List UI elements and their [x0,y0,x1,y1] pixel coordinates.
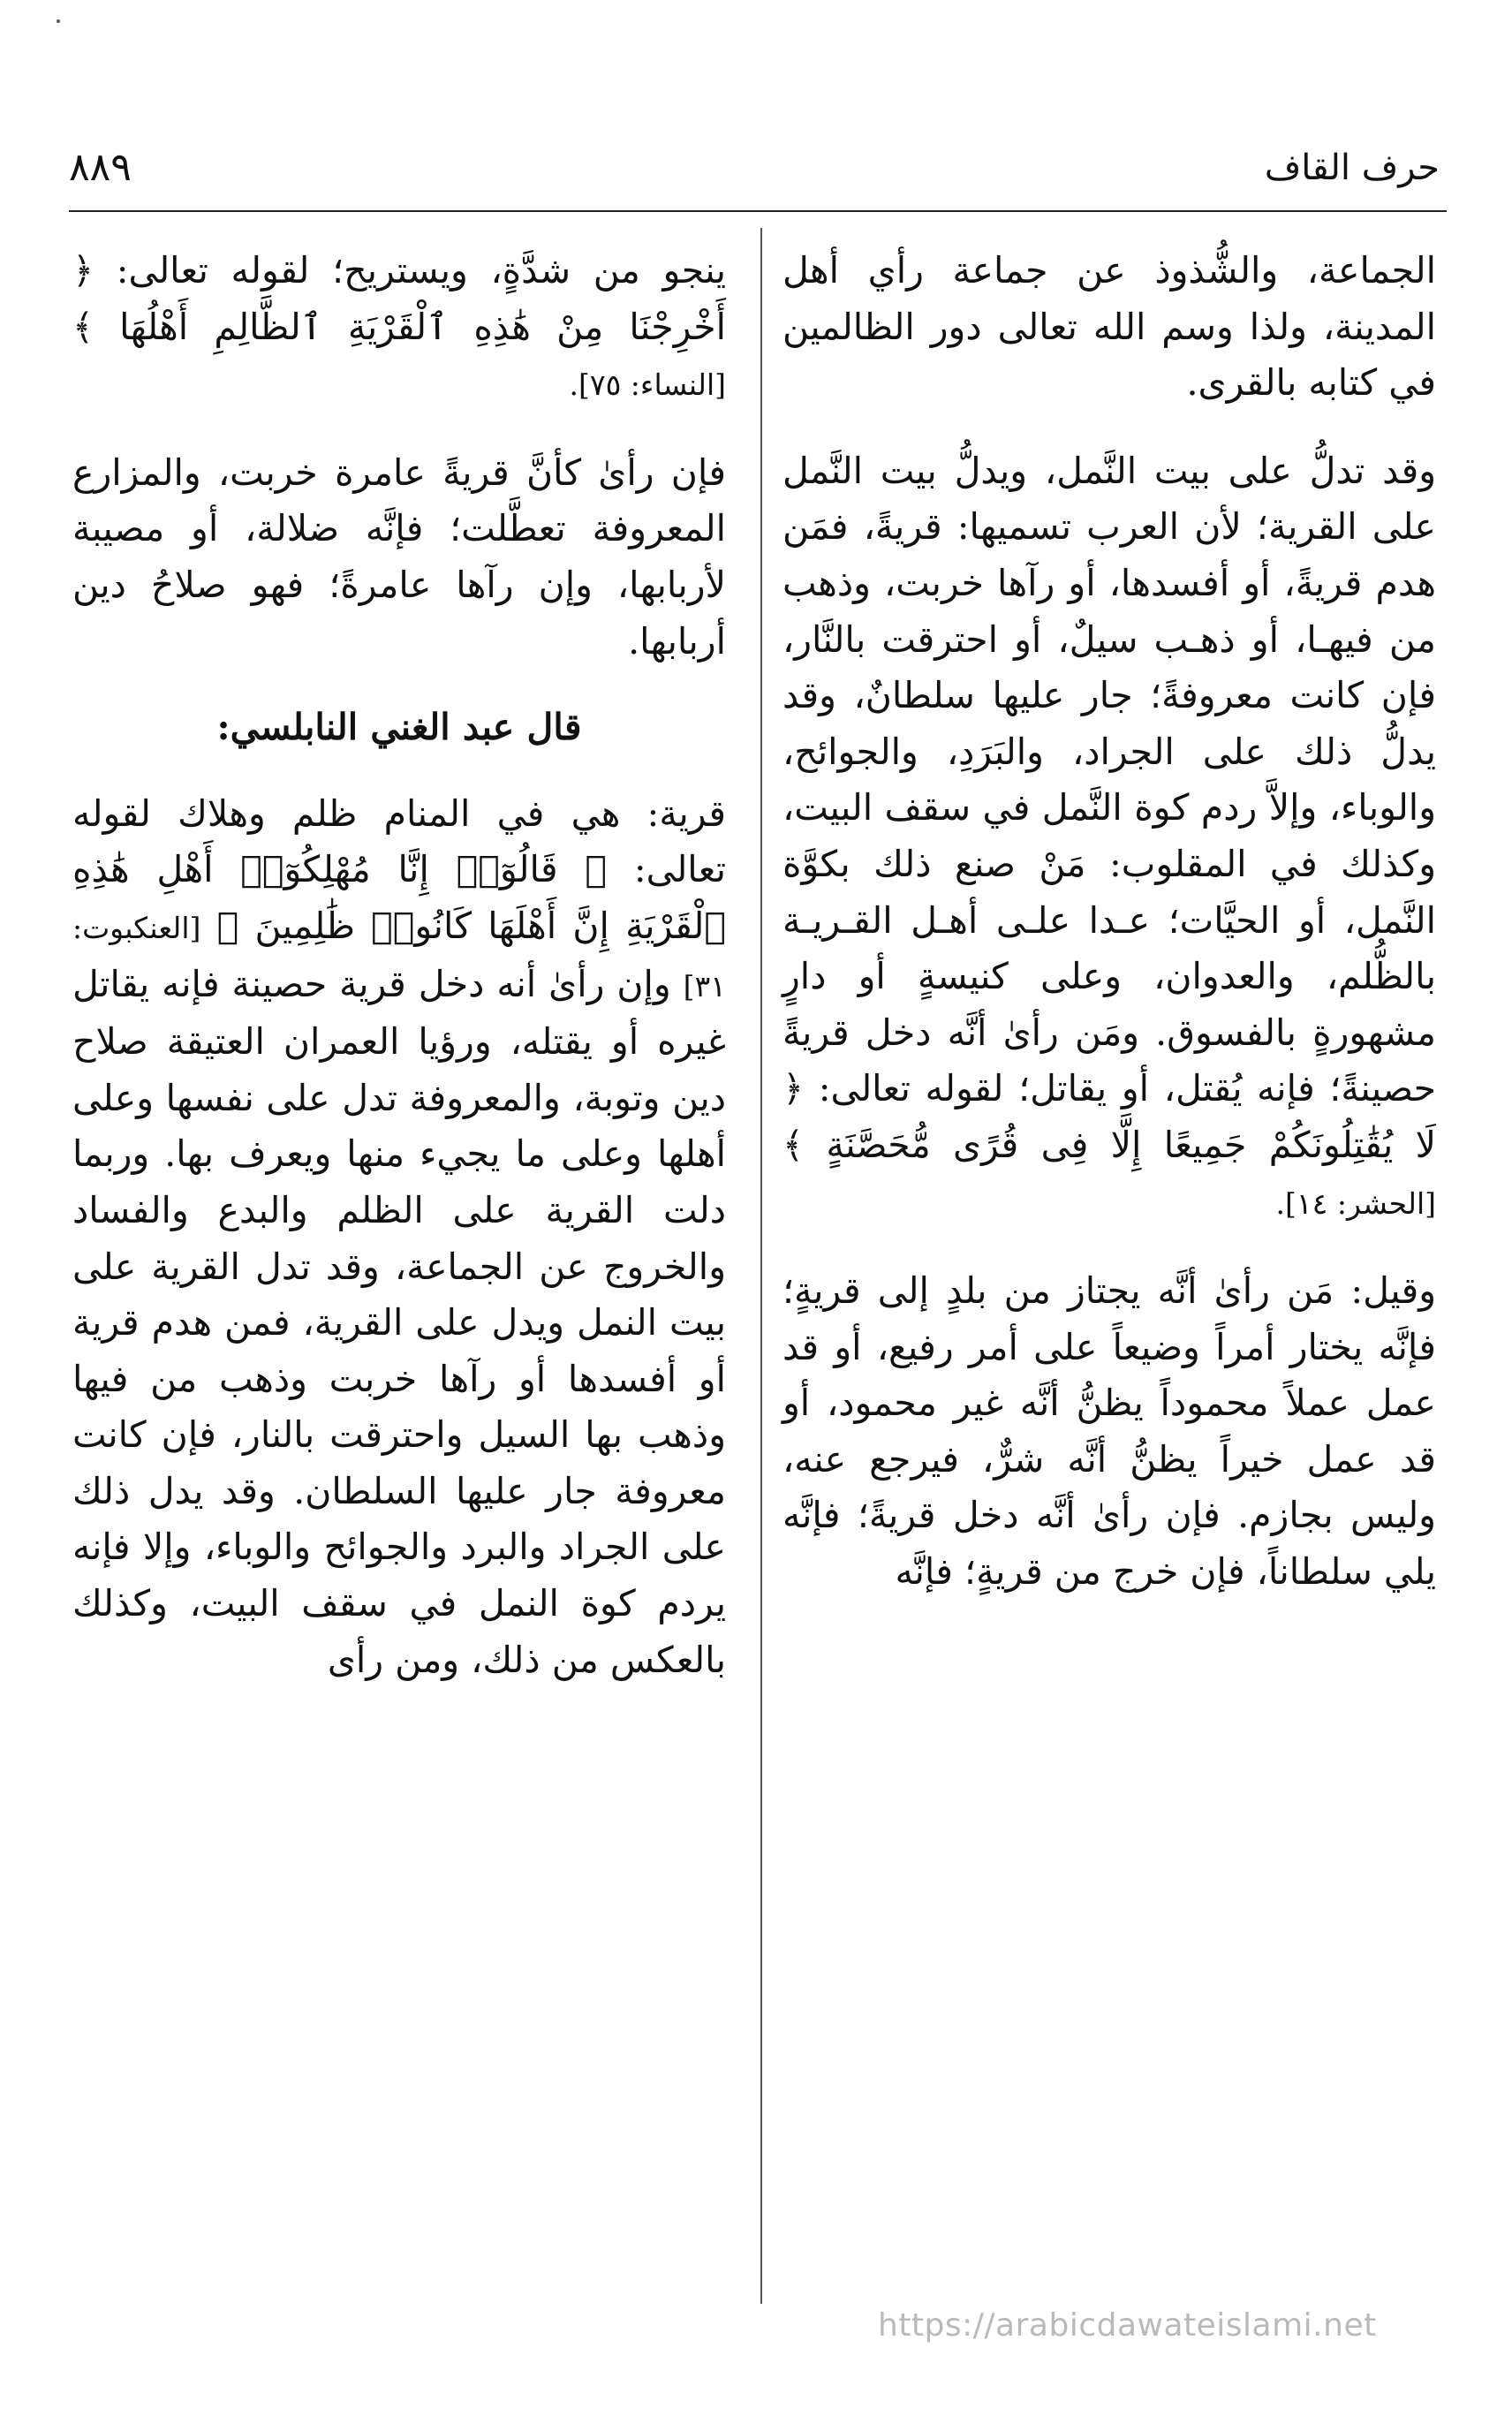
paragraph [72,786,726,1689]
paragraph-text: وقد تدلُّ على بيت النَّمل، ويدلُّ بيت النَّمل على القرية؛ لأن العرب تسميها: قريةً، فمَن هدم قريةً، أو أفسدها، أو رآها خربت، وذهب من فيهـا، أو ذهـب سيلٌ، أو احترقت بالنَّار، فإن كانت معروفةً؛ جار عليها سلطانٌ، وقد يدلُّ ذلك على الجراد، والبَرَدِ، والجوائح، والوباء، وإلاَّ ردم كوة النَّمل في سقف البيت، وكذلك في المقلوب: مَنْ صنع ذلك بكوَّة النَّمل، أو الحيَّات؛ عـدا علـى أهـل القـريـة بالظُّلم، والعدوان، وعلى كنيسةٍ أو دارٍ مشهورةٍ بالفسوق. ومَن رأىٰ أنَّه دخل قريةً حصينةً؛ فإنه يُقتل، أو يقاتل؛ لقوله تعالى: [782,449,1436,1110]
quran-verse: ﴿ قَالُوٓا۟ إِنَّا مُهْلِكُوٓا۟ أَهْلِ هَٰذِهِ ٱلْقَرْيَةِ إِنَّ أَهْلَهَا كَانُوا۟ ظَٰلِمِينَ ﴾ [72,848,726,947]
paragraph [782,443,1436,1231]
paragraph-text: ينجو من شدَّةٍ، ويستريح؛ لقوله تعالى: [116,249,726,292]
verse-reference: [الحشر: ١٤]. [1275,1185,1436,1221]
watermark-url: https://arabicdawateislami.net [878,2307,1377,2344]
paragraph-text: وإن رأىٰ أنه دخل قرية حصينة فإنه يقاتل غيره أو يقتله، ورؤيا العمران العتيقة صلاح دين وتوبة، والمعروفة تدل على نفسها وعلى أهلها وعلى ما يجيء منها ويعرف بها. وربما دلت القرية على الظلم والبدع والفساد والخروج عن الجماعة، وقد تدل القرية على بيت النمل ويدل على القرية، فمن هدم قرية أو أفسدها أو رآها خربت وذهب من فيها وذهب بها السيل واحترقت بالنار، فإن كانت معروفة جار عليها السلطان. وقد يدل ذلك على الجراد والبرد والجوائح والوباء، وإلا فإنه يردم كوة النمل في سقف البيت، وكذلك بالعكس من ذلك، ومن رأى [72,962,726,1681]
paragraph: الجماعة، والشُّذوذ عن جماعة رأي أهل المدينة، ولذا وسم الله تعالى دور الظالمين في كتابه بالقرى. [782,249,1436,405]
paragraph-text: قرية: هي في المنام ظلم وهلاك لقوله تعالى: [72,791,726,891]
header-rule [69,210,1447,212]
verse-reference: [النساء: ٧٥]. [569,367,726,403]
quran-verse: ﴿ أَخْرِجْنَا مِنْ هَٰذِهِ ٱلْقَرْيَةِ ٱلظَّالِمِ أَهْلُهَا ﴾ [72,249,726,348]
verse-reference: [العنكبوت: ٣١] [72,910,726,1003]
paragraph: فإن رأىٰ كأنَّ قريةً عامرة خربت، والمزارع المعروفة تعطَّلت؛ فإنَّه ضلالة، أو مصيبة لأربابها، وإن رآها عامرةً؛ فهو صلاحُ دين أربابها. [72,451,726,663]
running-title: حرف القاف [1264,148,1440,188]
page-number: ٨٨٩ [69,145,132,190]
paragraph [72,243,726,413]
right-column [782,243,1436,1601]
section-heading: قال عبد الغني النابلسي: [216,706,582,749]
paragraph: وقيل: مَن رأىٰ أنَّه يجتاز من بلدٍ إلى قريةٍ؛ فإنَّه يختار أمراً وضيعاً على أمر رفيع، أو قد عمل عملاً محموداً يظنُّ أنَّه غير محمود، أو قد عمل خيراً يظنُّ أنَّه شرٌّ، فيرجع عنه، وليس بجازم. فإن رأىٰ أنَّه دخل قريةً؛ فإنَّه يلي سلطاناً، فإن خرج من قريةٍ؛ فإنَّه [782,1269,1436,1594]
scan-speck [57,19,60,23]
quran-verse: ﴿ لَا يُقَٰتِلُونَكُمْ جَمِيعًا إِلَّا فِى قُرًى مُّحَصَّنَةٍ ﴾ [782,1067,1436,1166]
column-divider [760,228,762,2304]
left-column [72,243,726,1688]
